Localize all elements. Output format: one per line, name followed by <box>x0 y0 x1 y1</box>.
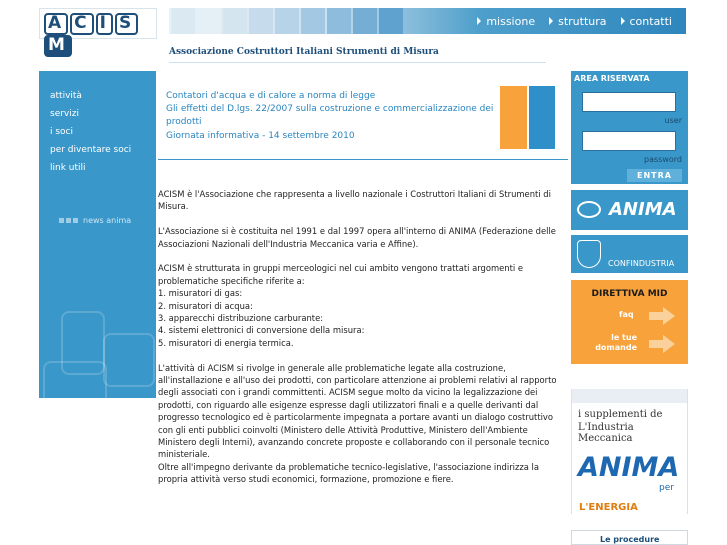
direttiva-mid-box <box>571 280 688 364</box>
faq-link[interactable]: faq <box>619 310 634 319</box>
list-item: 1. misuratori di gas: <box>158 288 243 299</box>
list-item: 3. apparecchi distribuzione carburante: <box>158 313 324 324</box>
logo-lettering: A C I SM <box>44 13 156 57</box>
user-label: user <box>664 116 682 125</box>
supplementi-line: i supplementi de <box>578 409 663 420</box>
paragraph <box>158 262 568 349</box>
user-input[interactable] <box>582 92 676 112</box>
banner-line: Contatori d'acqua e di calore a norma di legge <box>166 91 376 101</box>
decor-square <box>275 8 299 34</box>
triangle-right-icon <box>549 17 553 25</box>
decor-square <box>301 8 325 34</box>
anima-link[interactable] <box>571 190 688 230</box>
triangle-right-icon <box>477 17 481 25</box>
login-title: AREA RISERVATA <box>574 74 650 83</box>
supplementi-energia: L'ENERGIA <box>579 502 638 513</box>
paragraph: ACISM è l'Associazione che rappresenta a livello nazionale i Costruttori Italiani di Strumenti di Misura. <box>158 189 551 212</box>
decor-square <box>223 8 247 34</box>
paragraph-text: L'attività di ACISM si rivolge in generale alle problematiche legate alla costruzione, all'installazione e all'uso dei prodotti, con particolare attenzione ai problemi relativi al rapporto degli associati con i grandi committenti. ACISM segue molto da vicino la legalizzazione dei prodotti, con riguardo alle esigenze espresse dagli utilizzatori finali e a quelle derivanti dal progresso tecnologico ed è particolarmente impegnata a portare avanti un dialogo costruttivo con gli enti pubblici coinvolti (Ministero delle Attività Produttive, Ministero dell'Ambiente Ministero degli Interni), avanzando concrete proposte e collaborando con il personale tecnico ministeriale. <box>158 362 557 460</box>
nav-struttura[interactable]: struttura <box>549 15 606 28</box>
confindustria-text: CONFINDUSTRIA <box>608 259 675 268</box>
decor-shape <box>103 333 155 387</box>
supplementi-banner[interactable] <box>571 389 688 514</box>
sidebar-item-soci[interactable]: i soci <box>50 127 74 137</box>
banner-line: Giornata informativa - 14 settembre 2010 <box>166 131 355 141</box>
login-box <box>571 71 688 184</box>
domande-link[interactable]: le tue domande <box>595 333 637 352</box>
site-subtitle: Associazione Costruttori Italiani Strumenti di Misura <box>169 38 546 63</box>
arrow-right-icon[interactable] <box>649 307 675 325</box>
procedure-text: Le procedure <box>600 535 660 544</box>
banner-line: Gli effetti del D.lgs. 22/2007 sulla costruzione e commercializzazione dei <box>166 104 494 114</box>
banner-blue-block <box>529 86 555 149</box>
banner-line: prodotti <box>166 117 202 127</box>
decor-square <box>327 8 351 34</box>
banner-orange-block <box>500 86 527 149</box>
sidebar-item-servizi[interactable]: servizi <box>50 109 79 119</box>
triangle-right-icon <box>621 17 625 25</box>
sidebar-item-attivita[interactable]: attività <box>50 91 82 101</box>
nav-missione[interactable]: missione <box>477 15 535 28</box>
paragraph: L'Associazione si è costituita nel 1991 e dal 1997 opera all'interno di ANIMA (Federazione delle Associazioni Nazionali dell'Industria Meccanica varia e Affine). <box>158 226 556 249</box>
square-icon <box>59 218 64 223</box>
confindustria-logo-icon <box>577 240 601 268</box>
decor-square <box>249 8 273 34</box>
list-item: 2. misuratori di acqua: <box>158 300 253 311</box>
square-icon <box>73 218 78 223</box>
news-anima-link[interactable]: news anima <box>59 216 131 225</box>
direttiva-title: DIRETTIVA MID <box>591 289 668 299</box>
acism-logo[interactable] <box>39 8 157 55</box>
main-nav <box>477 8 686 34</box>
password-label: password <box>644 155 682 164</box>
top-nav-bar <box>169 8 686 34</box>
list-item: 5. misuratori di energia termica. <box>158 337 294 348</box>
anima-logo-icon <box>577 201 601 218</box>
decor-square <box>197 8 221 34</box>
sidebar-item-link-utili[interactable]: link utili <box>50 163 86 173</box>
decor-square <box>379 8 403 34</box>
divider <box>158 159 568 160</box>
event-banner[interactable] <box>158 82 555 148</box>
paragraph <box>158 362 568 486</box>
decor-square <box>353 8 377 34</box>
square-icon <box>66 218 71 223</box>
decor-square <box>171 8 195 34</box>
decor-shape <box>43 361 107 398</box>
sidebar-item-diventare-soci[interactable]: per diventare soci <box>50 145 132 155</box>
paragraph-text: Oltre all'impegno derivante da problematiche tecnico-legislative, l'associazione indirizza la propria attività verso studi economici, formazione, promozione e fiere. <box>158 461 540 485</box>
nav-contatti[interactable]: contatti <box>621 15 673 28</box>
supplementi-brand: ANIMA <box>578 452 680 483</box>
left-sidebar <box>39 71 156 398</box>
password-input[interactable] <box>582 131 676 151</box>
supplementi-per: per <box>659 483 674 493</box>
supplementi-line: L'Industria Meccanica <box>578 422 634 444</box>
paragraph-intro: ACISM è strutturata in gruppi merceologici nel cui ambito vengono trattati argomenti e problematiche specifiche riferite a: <box>158 263 524 286</box>
arrow-right-icon[interactable] <box>649 335 675 353</box>
login-button[interactable]: ENTRA <box>627 169 682 182</box>
list-item: 4. sistemi elettronici di conversione della misura: <box>158 325 365 336</box>
confindustria-link[interactable] <box>571 235 688 273</box>
procedure-link[interactable] <box>571 530 688 545</box>
banner-header-strip <box>572 389 687 403</box>
anima-text: ANIMA <box>609 199 677 220</box>
main-content <box>158 188 568 486</box>
